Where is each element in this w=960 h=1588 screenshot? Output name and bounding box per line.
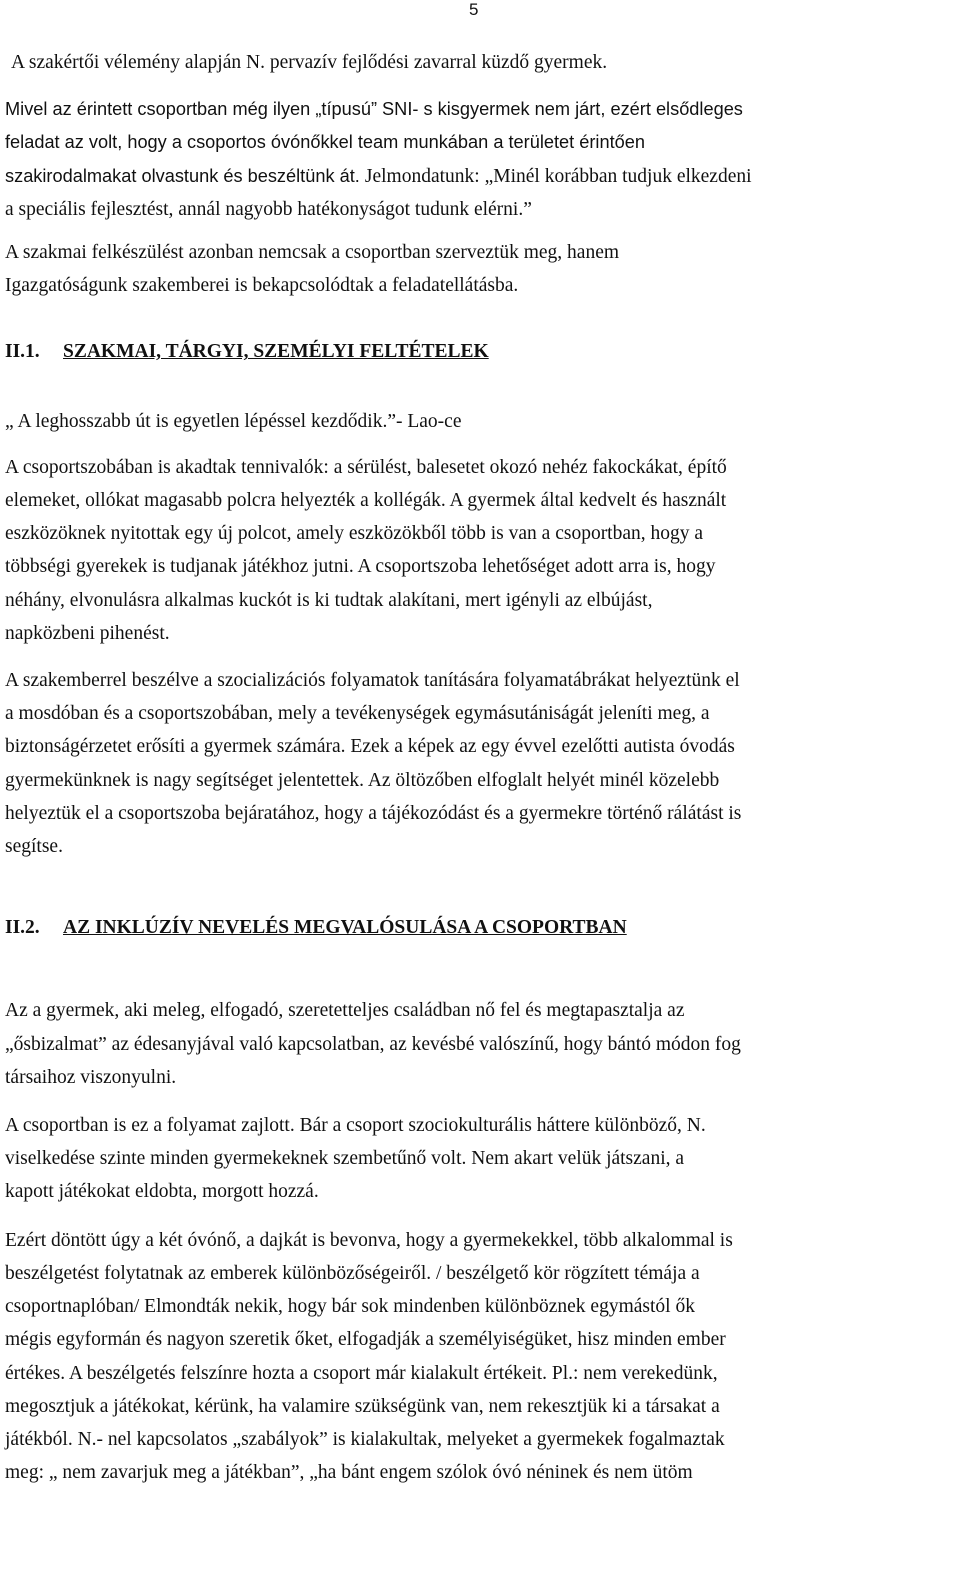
text-line: segítse. <box>5 836 63 858</box>
text-line: játékból. N.- nel kapcsolatos „szabályok” is kialakultak, melyeket a gyermekek fogalmaztak <box>5 1428 725 1450</box>
text-line: A szakemberrel beszélve a szocializációs folyamatok tanítására folyamatábrákat helyeztünk el <box>5 670 740 692</box>
section-title: AZ INKLÚZÍV NEVELÉS MEGVALÓSULÁSA A CSOPORTBAN <box>63 917 627 939</box>
text-line: A csoportban is ez a folyamat zajlott. Bár a csoport szociokulturális háttere különböző, N. <box>5 1115 706 1137</box>
text-line: A csoportszobában is akadtak tennivalók: a sérülést, balesetet okozó nehéz fakockákat, építő <box>5 456 727 478</box>
paragraph-conversations <box>5 1224 955 1490</box>
text-line: „ősbizalmat” az édesanyjával való kapcsolatban, az kevésbé valószínű, hogy bántó módon fog <box>5 1033 741 1055</box>
text-line: meg: „ nem zavarjuk meg a játékban”, „ha bánt engem szólok óvó néninek és nem ütöm <box>5 1462 693 1484</box>
text-line: társaihoz viszonyulni. <box>5 1066 177 1088</box>
paragraph-professional-preparation <box>5 236 955 302</box>
text-line: csoportnaplóban/ Elmondták nekik, hogy bár sok mindenben különböznek egymástól ők <box>5 1296 695 1318</box>
text-segment: szakirodalmakat olvastunk és beszéltünk át. <box>5 165 365 186</box>
text-line: biztonságérzetet erősíti a gyermek számára. Ezek a képek az egy évvel ezelőtti autista óvodás <box>5 736 735 758</box>
text-line <box>5 160 955 193</box>
text-line: mégis egyformán és nagyon szeretik őket, elfogadják a személyiségüket, hisz minden ember <box>5 1329 726 1351</box>
text-line: értékes. A beszélgetés felszínre hozta a csoport már kialakult értékeit. Pl.: nem verekedünk, <box>5 1362 718 1384</box>
paragraph-trust <box>5 994 955 1094</box>
text-line: néhány, elvonulásra alkalmas kuckót is ki tudtak alakítani, mert igényli az elbújást, <box>5 589 653 611</box>
text-line: gyermekünknek is nagy segítséget jelentettek. Az öltözőben elfoglalt helyét minél közelebb <box>5 769 720 791</box>
text-line: kapott játékokat eldobta, morgott hozzá. <box>5 1181 319 1203</box>
text-line: Igazgatóságunk szakemberei is bekapcsolódtak a feladatellátásba. <box>5 275 519 297</box>
text-line: a mosdóban és a csoportszobában, mely a tevékenységek egymásutániságát jeleníti meg, a <box>5 703 710 725</box>
section-heading-inclusive <box>5 911 955 944</box>
text-line: megosztjuk a játékokat, kérünk, ha valamire szükségünk van, nem rekesztjük ki a társakat a <box>5 1395 720 1417</box>
paragraph-preparation <box>5 93 955 226</box>
quote-lao-ce: „ A leghosszabb út is egyetlen lépéssel kezdődik.”- Lao-ce <box>5 410 462 432</box>
text-line: Az a gyermek, aki meleg, elfogadó, szeretetteljes családban nő fel és megtapasztalja az <box>5 1000 685 1022</box>
text-line: napközbeni pihenést. <box>5 622 170 644</box>
text-line: helyeztük el a csoportszoba bejáratához, hogy a tájékozódást és a gyermekre történő rálátást is <box>5 802 742 824</box>
section-heading-conditions <box>5 335 955 368</box>
text-line: többségi gyerekek is tudjanak játékhoz jutni. A csoportszoba lehetőséget adott arra is, hogy <box>5 556 716 578</box>
intro-sentence: A szakértői vélemény alapján N. pervazív fejlődési zavarral küzdő gyermek. <box>11 52 608 73</box>
document-body <box>5 46 955 1489</box>
text-line: A szakmai felkészülést azonban nemcsak a csoportban szerveztük meg, hanem <box>5 242 620 264</box>
motto-segment: Jelmondatunk: „Minél korábban tudjuk elkezdeni <box>364 165 752 187</box>
paragraph-group-process <box>5 1109 955 1209</box>
section-title: SZAKMAI, TÁRGYI, SZEMÉLYI FELTÉTELEK <box>63 341 489 363</box>
text-line: feladat az volt, hogy a csoportos óvónőkkel team munkában a területet érintően <box>5 132 645 153</box>
section-number: II.2. <box>5 917 40 939</box>
paragraph-flowcharts <box>5 664 955 863</box>
text-line: elemeket, ollókat magasabb polcra helyezték a kollégák. A gyermek által kedvelt és használt <box>5 490 727 512</box>
text-line: a speciális fejlesztést, annál nagyobb hatékonyságot tudunk elérni.” <box>5 198 532 220</box>
text-line: eszközöknek nyitottak egy új polcot, amely eszközökből több is van a csoportban, hogy a <box>5 523 704 545</box>
paragraph-group-room <box>5 451 955 650</box>
page-number: 5 <box>469 0 479 19</box>
text-line: Mivel az érintett csoportban még ilyen „típusú” SNI- s kisgyermek nem járt, ezért elsődleges <box>5 99 743 120</box>
section-number: II.1. <box>5 341 40 363</box>
text-line: viselkedése szinte minden gyermekeknek szembetűnő volt. Nem akart velük játszani, a <box>5 1148 685 1170</box>
text-line: beszélgetést folytatnak az emberek különbözőségeiről. / beszélgető kör rögzített témája a <box>5 1262 700 1284</box>
text-line: Ezért döntött úgy a két óvónő, a dajkát is bevonva, hogy a gyermekekkel, több alkalommal is <box>5 1229 733 1251</box>
